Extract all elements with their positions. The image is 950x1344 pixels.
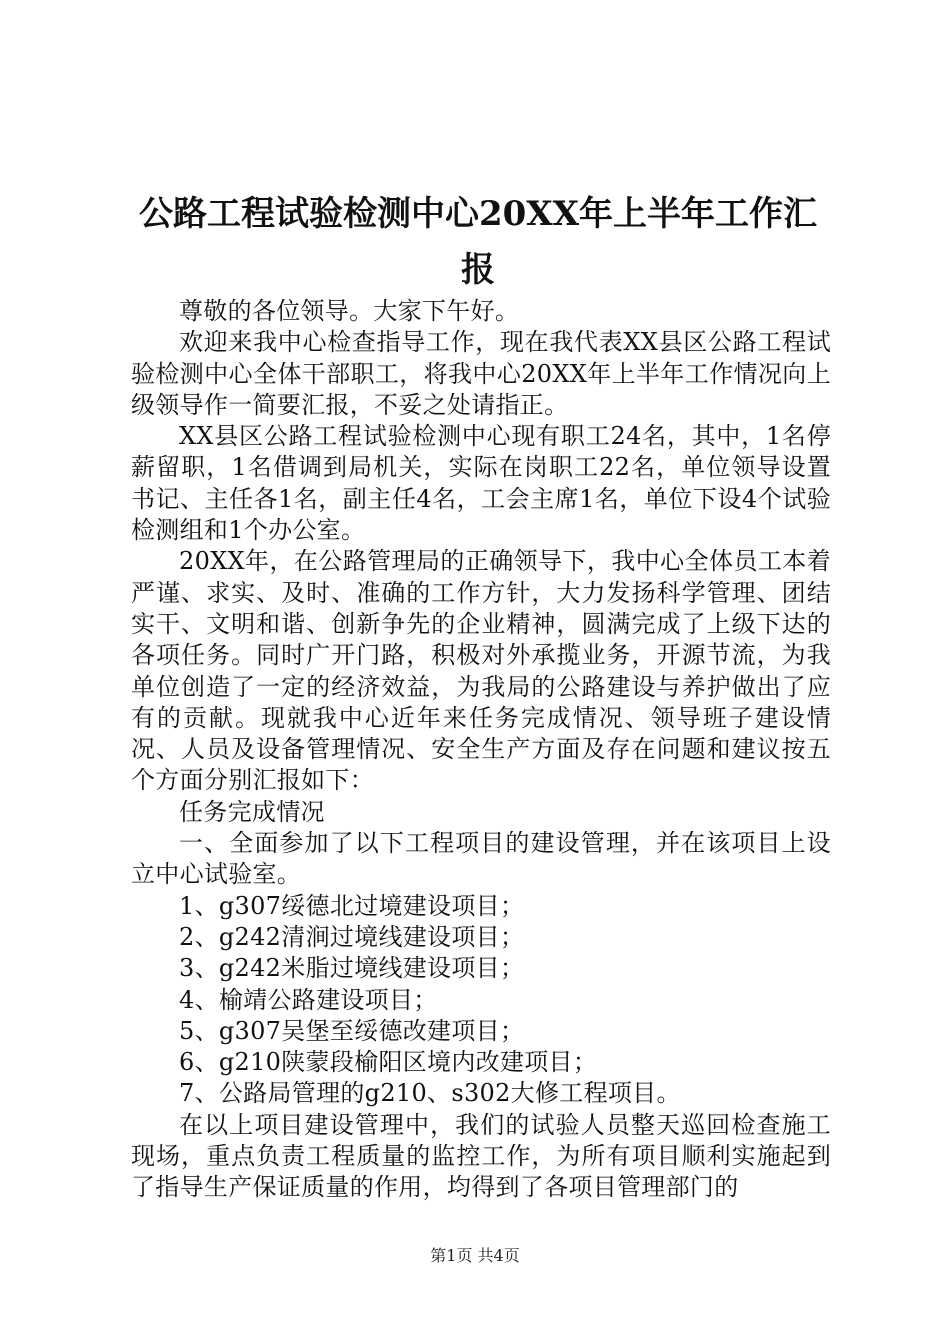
- list-item-project-4: 4、榆靖公路建设项目；: [179, 985, 438, 1014]
- paragraph-projects-intro: 一、全面参加了以下工程项目的建设管理，并在该项目上设立中心试验室。: [131, 829, 831, 889]
- list-item-project-2: 2、g242清涧过境线建设项目；: [179, 922, 525, 951]
- list-item-project-1: 1、g307绥德北过境建设项目；: [179, 891, 525, 920]
- document-body: [131, 296, 831, 1204]
- paragraph-staff: XX县区公路工程试验检测中心现有职工24名，其中，1名停薪留职，1名借调到局机关，实际在岗职工22名，单位领导设置书记、主任各1名，副主任4名，工会主席1名，单位下设4个试验检测组和1个办公室。: [131, 422, 831, 545]
- page-footer: 第1页 共4页: [430, 1246, 520, 1265]
- list-item-project-5: 5、g307吴堡至绥德改建项目；: [179, 1016, 525, 1045]
- section-heading-tasks: 任务完成情况: [179, 797, 325, 826]
- paragraph-intro: 欢迎来我中心检查指导工作，现在我代表XX县区公路工程试验检测中心全体干部职工，将我中心20XX年上半年工作情况向上级领导作一简要汇报，不妥之处请指正。: [131, 328, 831, 419]
- paragraph-greeting: 尊敬的各位领导。大家下午好。: [179, 297, 520, 325]
- list-item-project-7: 7、公路局管理的g210、s302大修工程项目。: [179, 1079, 681, 1108]
- paragraph-supervision: 在以上项目建设管理中，我们的试验人员整天巡回检查施工现场，重点负责工程质量的监控工作，为所有项目顺利实施起到了指导生产保证质量的作用，均得到了各项目管理部门的: [131, 1110, 831, 1202]
- list-item-project-6: 6、g210陕蒙段榆阳区境内改建项目；: [179, 1048, 598, 1077]
- document-title: 公路工程试验检测中心20XX年上半年工作汇报: [138, 194, 818, 290]
- paragraph-overview: 20XX年，在公路管理局的正确领导下，我中心全体员工本着严谨、求实、及时、准确的工作方针，大力发扬科学管理、团结实干、文明和谐、创新争先的企业精神，圆满完成了上级下达的各项任务。同时广开门路，积极对外承揽业务，开源节流，为我单位创造了一定的经济效益，为我局的公路建设与养护做出了应有的贡献。现就我中心近年来任务完成情况、领导班子建设情况、人员及设备管理情况、安全生产方面及存在问题和建议按五个方面分别汇报如下：: [131, 547, 831, 795]
- list-item-project-3: 3、g242米脂过境线建设项目；: [179, 954, 525, 983]
